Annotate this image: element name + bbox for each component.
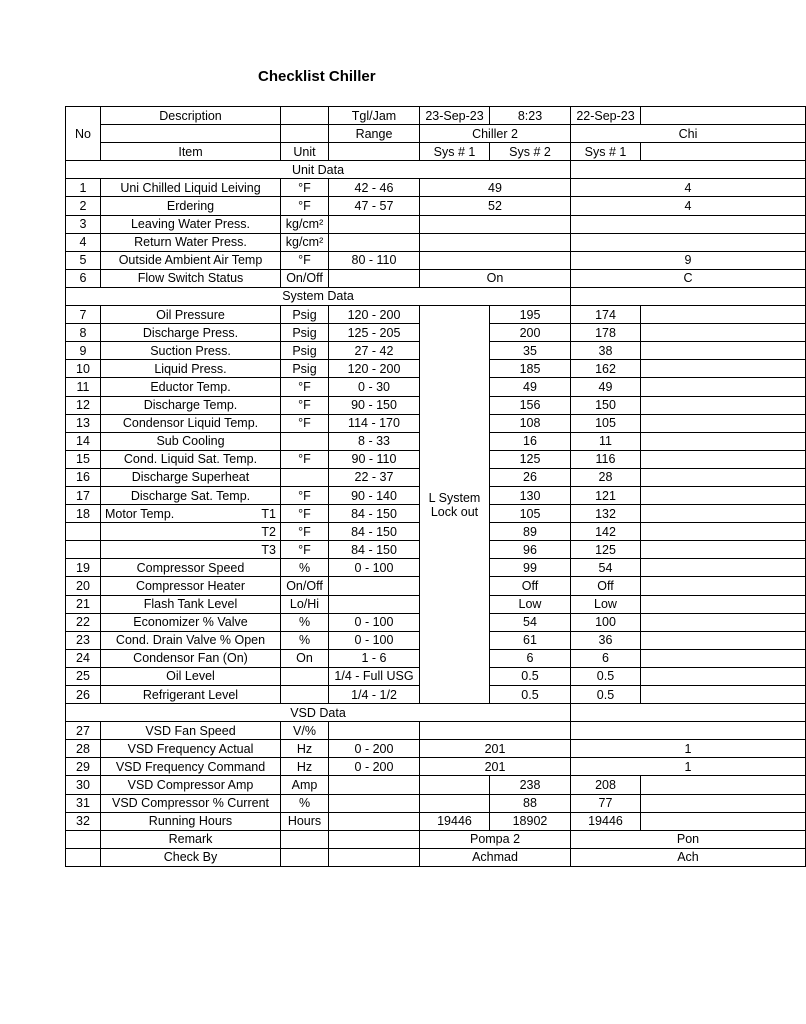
row-no: 24 bbox=[66, 649, 101, 667]
row-range: 1/4 - Full USG bbox=[329, 667, 420, 685]
row-sys1 bbox=[420, 794, 490, 812]
row-item: Flow Switch Status bbox=[101, 269, 281, 287]
row-range: 80 - 110 bbox=[329, 251, 420, 269]
row-sys2: 99 bbox=[490, 559, 571, 577]
row-item: VSD Compressor % Current bbox=[101, 794, 281, 812]
row-item: Uni Chilled Liquid Leiving bbox=[101, 179, 281, 197]
row-item: Oil Pressure bbox=[101, 306, 281, 324]
row-sys2: 238 bbox=[490, 776, 571, 794]
header-date-1: 23-Sep-23 bbox=[420, 107, 490, 125]
row-next-value: 132 bbox=[571, 505, 641, 523]
row-next-value: 208 bbox=[571, 776, 641, 794]
row-unit: °F bbox=[281, 179, 329, 197]
table-row bbox=[66, 740, 806, 758]
row-unit: Psig bbox=[281, 324, 329, 342]
row-item: Compressor Heater bbox=[101, 577, 281, 595]
row-next-value: 77 bbox=[571, 794, 641, 812]
row-range bbox=[329, 577, 420, 595]
header-sys-1: Sys # 1 bbox=[420, 143, 490, 161]
row-item: Discharge Sat. Temp. bbox=[101, 486, 281, 504]
row-range: 22 - 37 bbox=[329, 468, 420, 486]
footer-label: Check By bbox=[101, 848, 281, 866]
row-no: 28 bbox=[66, 740, 101, 758]
footer-row bbox=[66, 830, 806, 848]
row-sys2: 0.5 bbox=[490, 667, 571, 685]
row-range bbox=[329, 722, 420, 740]
row-item: Condensor Liquid Temp. bbox=[101, 414, 281, 432]
row-item: Running Hours bbox=[101, 812, 281, 830]
row-unit: % bbox=[281, 631, 329, 649]
row-no: 23 bbox=[66, 631, 101, 649]
row-unit bbox=[281, 468, 329, 486]
row-unit: °F bbox=[281, 396, 329, 414]
row-range: 90 - 110 bbox=[329, 450, 420, 468]
row-value bbox=[420, 722, 571, 740]
motor-sensor-label: T1 bbox=[261, 506, 276, 521]
row-range bbox=[329, 812, 420, 830]
row-no: 16 bbox=[66, 468, 101, 486]
row-unit: Amp bbox=[281, 776, 329, 794]
header-chiller-1: Chiller 2 bbox=[420, 125, 571, 143]
header-tgl-jam: Tgl/Jam bbox=[329, 107, 420, 125]
row-item: Discharge Superheat bbox=[101, 468, 281, 486]
header-row-2 bbox=[66, 125, 806, 143]
row-next-value: 49 bbox=[571, 378, 641, 396]
table-row bbox=[66, 758, 806, 776]
row-sys2: 0.5 bbox=[490, 686, 571, 704]
system-lock-out: L System Lock out bbox=[420, 306, 490, 704]
row-next-value: 19446 bbox=[571, 812, 641, 830]
table-row bbox=[66, 197, 806, 215]
row-range: 114 - 170 bbox=[329, 414, 420, 432]
section-title: System Data bbox=[66, 287, 571, 305]
header-range: Range bbox=[329, 125, 420, 143]
row-no: 5 bbox=[66, 251, 101, 269]
footer-value: Pompa 2 bbox=[420, 830, 571, 848]
section-row bbox=[66, 161, 806, 179]
row-no: 3 bbox=[66, 215, 101, 233]
row-range: 84 - 150 bbox=[329, 541, 420, 559]
row-unit: °F bbox=[281, 523, 329, 541]
row-sys2: 18902 bbox=[490, 812, 571, 830]
row-sys2: 26 bbox=[490, 468, 571, 486]
header-row-1 bbox=[66, 107, 806, 125]
row-range bbox=[329, 269, 420, 287]
page-title: Checklist Chiller bbox=[258, 68, 376, 85]
row-range: 0 - 200 bbox=[329, 740, 420, 758]
row-next-value: 178 bbox=[571, 324, 641, 342]
row-next-value: 4 bbox=[571, 197, 806, 215]
row-sys2: 125 bbox=[490, 450, 571, 468]
row-unit bbox=[281, 667, 329, 685]
row-value: 201 bbox=[420, 758, 571, 776]
row-next-value: Low bbox=[571, 595, 641, 613]
row-no: 30 bbox=[66, 776, 101, 794]
table-row bbox=[66, 215, 806, 233]
row-item: Oil Level bbox=[101, 667, 281, 685]
row-next-value: 28 bbox=[571, 468, 641, 486]
row-unit: Hours bbox=[281, 812, 329, 830]
section-row bbox=[66, 704, 806, 722]
row-unit: On/Off bbox=[281, 577, 329, 595]
row-no: 14 bbox=[66, 432, 101, 450]
row-sys2: 16 bbox=[490, 432, 571, 450]
table-row bbox=[66, 812, 806, 830]
footer-label: Remark bbox=[101, 830, 281, 848]
header-time-1: 8:23 bbox=[490, 107, 571, 125]
table-row bbox=[66, 269, 806, 287]
table-row bbox=[66, 722, 806, 740]
row-no: 29 bbox=[66, 758, 101, 776]
row-no: 8 bbox=[66, 324, 101, 342]
row-next-value: 6 bbox=[571, 649, 641, 667]
row-next-value: 150 bbox=[571, 396, 641, 414]
header-unit: Unit bbox=[281, 143, 329, 161]
row-sys2: 61 bbox=[490, 631, 571, 649]
row-next-value: 36 bbox=[571, 631, 641, 649]
row-sys2: 130 bbox=[490, 486, 571, 504]
row-sys2: 89 bbox=[490, 523, 571, 541]
row-range: 8 - 33 bbox=[329, 432, 420, 450]
row-sys2: 108 bbox=[490, 414, 571, 432]
row-unit: Hz bbox=[281, 740, 329, 758]
row-range: 120 - 200 bbox=[329, 360, 420, 378]
row-unit: °F bbox=[281, 486, 329, 504]
row-range bbox=[329, 595, 420, 613]
row-unit: V/% bbox=[281, 722, 329, 740]
row-sys2: Low bbox=[490, 595, 571, 613]
row-item: Compressor Speed bbox=[101, 559, 281, 577]
row-no: 7 bbox=[66, 306, 101, 324]
row-unit: kg/cm² bbox=[281, 215, 329, 233]
row-item: Eductor Temp. bbox=[101, 378, 281, 396]
row-next-value: 125 bbox=[571, 541, 641, 559]
row-no: 26 bbox=[66, 686, 101, 704]
table-row bbox=[66, 233, 806, 251]
row-unit: °F bbox=[281, 414, 329, 432]
row-sys2: 6 bbox=[490, 649, 571, 667]
row-next-value: C bbox=[571, 269, 806, 287]
checklist-table-viewport bbox=[65, 106, 700, 876]
row-next-value: 11 bbox=[571, 432, 641, 450]
row-sys2: 195 bbox=[490, 306, 571, 324]
row-value: 201 bbox=[420, 740, 571, 758]
row-range: 0 - 100 bbox=[329, 613, 420, 631]
row-item: Return Water Press. bbox=[101, 233, 281, 251]
row-range: 0 - 100 bbox=[329, 631, 420, 649]
row-value: 52 bbox=[420, 197, 571, 215]
row-range: 0 - 100 bbox=[329, 559, 420, 577]
row-value bbox=[420, 215, 571, 233]
footer-next-value: Ach bbox=[571, 848, 806, 866]
row-unit: On bbox=[281, 649, 329, 667]
table-row bbox=[66, 251, 806, 269]
row-item: Flash Tank Level bbox=[101, 595, 281, 613]
table-row bbox=[66, 776, 806, 794]
row-unit: °F bbox=[281, 197, 329, 215]
header-row-3 bbox=[66, 143, 806, 161]
header-sys-2: Sys # 2 bbox=[490, 143, 571, 161]
row-next-value: 1 bbox=[571, 758, 806, 776]
row-no: 22 bbox=[66, 613, 101, 631]
header-sys-3: Sys # 1 bbox=[571, 143, 641, 161]
row-next-value: 9 bbox=[571, 251, 806, 269]
row-next-value bbox=[571, 233, 806, 251]
row-range: 125 - 205 bbox=[329, 324, 420, 342]
row-range: 0 - 200 bbox=[329, 758, 420, 776]
row-no: 2 bbox=[66, 197, 101, 215]
row-item: Economizer % Valve bbox=[101, 613, 281, 631]
row-item: Discharge Press. bbox=[101, 324, 281, 342]
header-chiller-2: Chi bbox=[571, 125, 806, 143]
row-sys2: 54 bbox=[490, 613, 571, 631]
row-range: 90 - 150 bbox=[329, 396, 420, 414]
row-item: Leaving Water Press. bbox=[101, 215, 281, 233]
row-value bbox=[420, 233, 571, 251]
row-unit: % bbox=[281, 613, 329, 631]
row-unit: °F bbox=[281, 378, 329, 396]
section-row bbox=[66, 287, 806, 305]
row-unit: Psig bbox=[281, 306, 329, 324]
row-no: 27 bbox=[66, 722, 101, 740]
row-unit: °F bbox=[281, 505, 329, 523]
row-no: 4 bbox=[66, 233, 101, 251]
row-range: 47 - 57 bbox=[329, 197, 420, 215]
row-unit: % bbox=[281, 559, 329, 577]
row-range: 1 - 6 bbox=[329, 649, 420, 667]
row-sys2: 200 bbox=[490, 324, 571, 342]
row-no: 9 bbox=[66, 342, 101, 360]
row-item: T3 bbox=[101, 541, 281, 559]
row-next-value: 38 bbox=[571, 342, 641, 360]
row-range: 42 - 46 bbox=[329, 179, 420, 197]
header-item: Item bbox=[101, 143, 281, 161]
row-sys2: 156 bbox=[490, 396, 571, 414]
row-range: 84 - 150 bbox=[329, 523, 420, 541]
row-unit: Psig bbox=[281, 342, 329, 360]
footer-next-value: Pon bbox=[571, 830, 806, 848]
row-next-value: 142 bbox=[571, 523, 641, 541]
row-item: VSD Frequency Actual bbox=[101, 740, 281, 758]
row-unit: °F bbox=[281, 541, 329, 559]
row-item: Suction Press. bbox=[101, 342, 281, 360]
row-next-value: 100 bbox=[571, 613, 641, 631]
row-item: Cond. Liquid Sat. Temp. bbox=[101, 450, 281, 468]
row-item: Outside Ambient Air Temp bbox=[101, 251, 281, 269]
row-item: VSD Frequency Command bbox=[101, 758, 281, 776]
row-no: 32 bbox=[66, 812, 101, 830]
row-sys2: 96 bbox=[490, 541, 571, 559]
row-sys2: 35 bbox=[490, 342, 571, 360]
row-range: 84 - 150 bbox=[329, 505, 420, 523]
row-sys2: 88 bbox=[490, 794, 571, 812]
row-unit bbox=[281, 686, 329, 704]
row-sys1: 19446 bbox=[420, 812, 490, 830]
row-no: 21 bbox=[66, 595, 101, 613]
row-next-value: Off bbox=[571, 577, 641, 595]
row-next-value: 174 bbox=[571, 306, 641, 324]
row-item: Liquid Press. bbox=[101, 360, 281, 378]
row-unit: On/Off bbox=[281, 269, 329, 287]
row-next-value: 4 bbox=[571, 179, 806, 197]
row-item: Condensor Fan (On) bbox=[101, 649, 281, 667]
row-no: 12 bbox=[66, 396, 101, 414]
row-no: 13 bbox=[66, 414, 101, 432]
row-range bbox=[329, 215, 420, 233]
row-unit: kg/cm² bbox=[281, 233, 329, 251]
row-sys2: Off bbox=[490, 577, 571, 595]
section-title: Unit Data bbox=[66, 161, 571, 179]
checklist-table bbox=[65, 106, 806, 867]
row-unit: °F bbox=[281, 251, 329, 269]
footer-row bbox=[66, 848, 806, 866]
row-range bbox=[329, 233, 420, 251]
row-sys1 bbox=[420, 776, 490, 794]
header-date-2: 22-Sep-23 bbox=[571, 107, 641, 125]
footer-value: Achmad bbox=[420, 848, 571, 866]
row-sys2: 185 bbox=[490, 360, 571, 378]
row-next-value bbox=[571, 722, 806, 740]
row-range bbox=[329, 794, 420, 812]
header-description: Description bbox=[101, 107, 281, 125]
row-next-value bbox=[571, 215, 806, 233]
row-unit: Lo/Hi bbox=[281, 595, 329, 613]
section-title: VSD Data bbox=[66, 704, 571, 722]
row-item bbox=[101, 505, 281, 523]
row-next-value: 162 bbox=[571, 360, 641, 378]
row-value: 49 bbox=[420, 179, 571, 197]
row-item: Refrigerant Level bbox=[101, 686, 281, 704]
row-unit: Hz bbox=[281, 758, 329, 776]
row-item: VSD Compressor Amp bbox=[101, 776, 281, 794]
row-sys2: 105 bbox=[490, 505, 571, 523]
row-item: VSD Fan Speed bbox=[101, 722, 281, 740]
row-no: 6 bbox=[66, 269, 101, 287]
row-item: Erdering bbox=[101, 197, 281, 215]
row-next-value: 0.5 bbox=[571, 686, 641, 704]
row-next-value: 116 bbox=[571, 450, 641, 468]
row-no: 31 bbox=[66, 794, 101, 812]
row-next-value: 121 bbox=[571, 486, 641, 504]
row-no: 25 bbox=[66, 667, 101, 685]
row-item: T2 bbox=[101, 523, 281, 541]
table-row bbox=[66, 794, 806, 812]
row-no: 11 bbox=[66, 378, 101, 396]
row-item: Cond. Drain Valve % Open bbox=[101, 631, 281, 649]
table-row bbox=[66, 179, 806, 197]
row-next-value: 1 bbox=[571, 740, 806, 758]
row-range bbox=[329, 776, 420, 794]
row-range: 90 - 140 bbox=[329, 486, 420, 504]
row-next-value: 105 bbox=[571, 414, 641, 432]
row-next-value: 0.5 bbox=[571, 667, 641, 685]
table-row bbox=[66, 306, 806, 324]
row-unit: % bbox=[281, 794, 329, 812]
row-unit bbox=[281, 432, 329, 450]
row-next-value: 54 bbox=[571, 559, 641, 577]
row-value: On bbox=[420, 269, 571, 287]
row-no: 20 bbox=[66, 577, 101, 595]
row-no: 17 bbox=[66, 486, 101, 504]
row-value bbox=[420, 251, 571, 269]
row-no: 18 bbox=[66, 505, 101, 523]
row-unit: °F bbox=[281, 450, 329, 468]
row-range: 120 - 200 bbox=[329, 306, 420, 324]
row-sys2: 49 bbox=[490, 378, 571, 396]
row-item: Discharge Temp. bbox=[101, 396, 281, 414]
row-no: 1 bbox=[66, 179, 101, 197]
row-range: 27 - 42 bbox=[329, 342, 420, 360]
row-no: 10 bbox=[66, 360, 101, 378]
row-no: 15 bbox=[66, 450, 101, 468]
motor-temp-label: Motor Temp. bbox=[105, 506, 175, 521]
row-item: Sub Cooling bbox=[101, 432, 281, 450]
row-range: 1/4 - 1/2 bbox=[329, 686, 420, 704]
header-no: No bbox=[66, 107, 101, 161]
row-range: 0 - 30 bbox=[329, 378, 420, 396]
row-unit: Psig bbox=[281, 360, 329, 378]
row-no: 19 bbox=[66, 559, 101, 577]
